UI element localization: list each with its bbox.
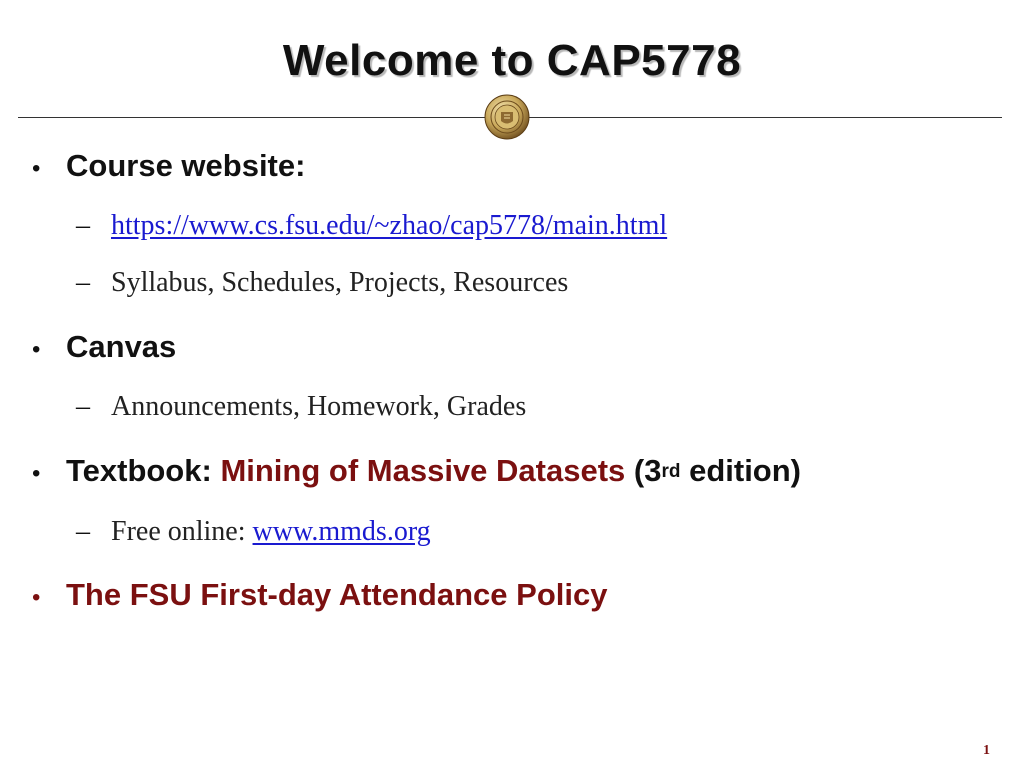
bullet-course-website [32, 148, 305, 184]
textbook-label: Textbook: [66, 453, 221, 488]
course-website-label: Course website: [66, 148, 306, 183]
bullet-canvas [32, 329, 176, 365]
page-number: 1 [983, 743, 990, 758]
textbook-line [66, 453, 801, 489]
canvas-label: Canvas [66, 329, 177, 364]
bullet-attendance-policy [32, 577, 607, 613]
textbook-edition-prefix: (3 [625, 453, 662, 488]
fsu-seal-icon [484, 94, 530, 140]
bullet-dot-icon: • [32, 155, 41, 182]
course-website-link[interactable]: https://www.cs.fsu.edu/~zhao/cap5778/main.html [111, 210, 668, 241]
sub-bullet-free-online [76, 516, 431, 548]
sub-bullet-course-url [76, 210, 667, 242]
attendance-policy-label: The FSU First-day Attendance Policy [66, 577, 608, 612]
bullet-dot-icon: • [32, 460, 41, 487]
dash-icon: – [76, 516, 90, 547]
course-website-contents: Syllabus, Schedules, Projects, Resources [111, 267, 569, 298]
free-online-label: Free online: [111, 516, 253, 547]
canvas-contents: Announcements, Homework, Grades [111, 391, 527, 422]
bullet-dot-icon: • [32, 336, 41, 363]
dash-icon: – [76, 210, 90, 241]
free-online-line [111, 516, 431, 548]
mmds-link[interactable]: www.mmds.org [252, 516, 431, 547]
textbook-title: Mining of Massive Datasets [220, 453, 626, 488]
bullet-dot-icon: • [32, 584, 41, 611]
sub-bullet-canvas-contents [76, 391, 526, 423]
bullet-textbook [32, 453, 801, 489]
dash-icon: – [76, 391, 90, 422]
textbook-edition-sup: rd [661, 461, 681, 482]
textbook-edition-suffix: edition) [680, 453, 802, 488]
dash-icon: – [76, 267, 90, 298]
slide-title: Welcome to CAP5778 [282, 36, 742, 85]
sub-bullet-course-contents [76, 267, 568, 299]
